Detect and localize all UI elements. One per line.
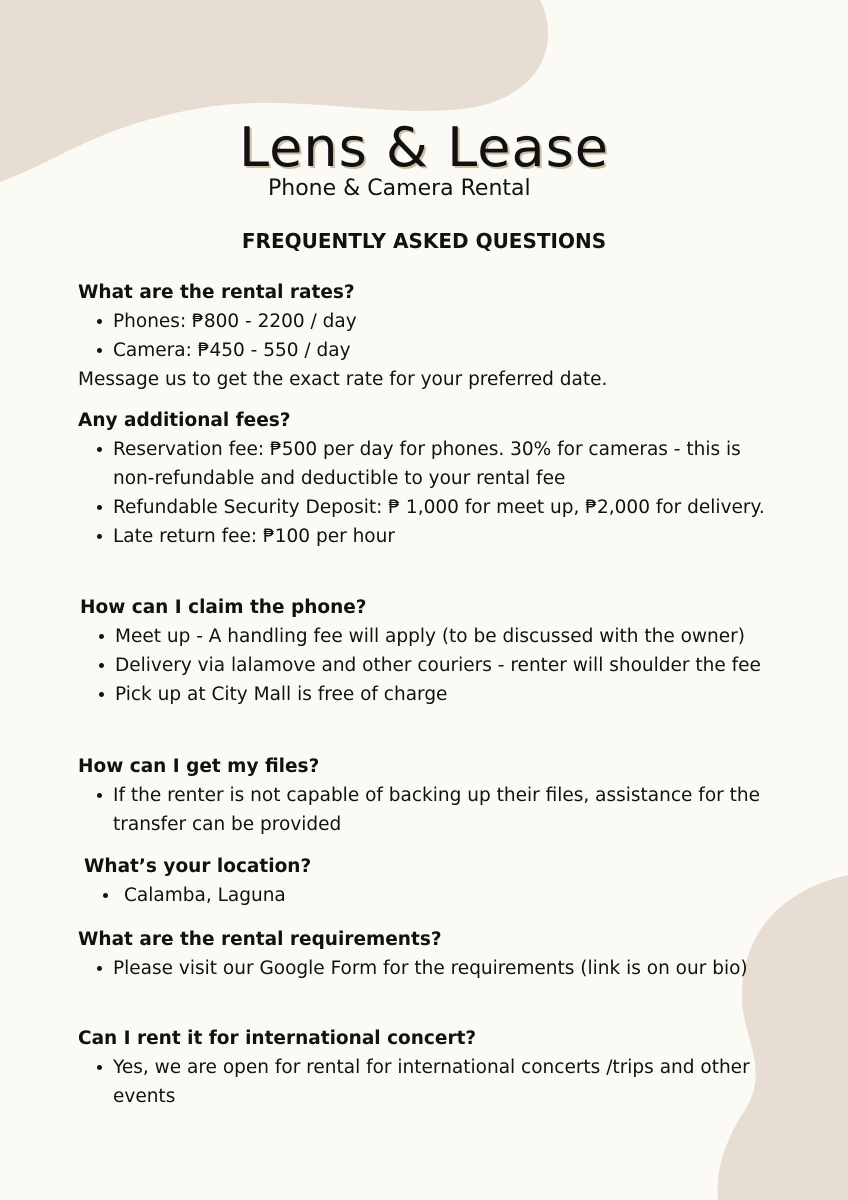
faq-answer-item: Refundable Security Deposit: ₱ 1,000 for meet up, ₱2,000 for delivery. <box>78 493 788 522</box>
faq-answer-list <box>78 1053 788 1111</box>
faq-question: What’s your location? <box>84 856 312 877</box>
faq-answer-item: Meet up - A handling fee will apply (to be discussed with the owner) <box>80 622 790 651</box>
faq-answer-item: Calamba, Laguna <box>84 881 794 910</box>
faq-answer-item: Yes, we are open for rental for international concerts /trips and other events <box>78 1053 788 1111</box>
brand-title: Lens & Lease <box>239 116 609 179</box>
faq-question: Can I rent it for international concert? <box>78 1028 477 1049</box>
faq-answer-item: If the renter is not capable of backing up their files, assistance for the transfer can be provided <box>78 781 788 839</box>
faq-answer-list <box>78 307 788 365</box>
faq-question: How can I get my files? <box>78 756 320 777</box>
faq-answer-item: Camera: ₱450 - 550 / day <box>78 336 788 365</box>
faq-answer-item: Delivery via lalamove and other couriers - renter will shoulder the fee <box>80 651 790 680</box>
faq-answer-item: Please visit our Google Form for the requirements (link is on our bio) <box>78 954 788 983</box>
faq-answer-item: Reservation fee: ₱500 per day for phones. 30% for cameras - this is non-refundable and deductible to your rental fee <box>78 435 788 493</box>
faq-question: What are the rental rates? <box>78 282 355 303</box>
faq-answer-item: Late return fee: ₱100 per hour <box>78 522 788 551</box>
faq-note: Message us to get the exact rate for your preferred date. <box>78 369 608 390</box>
faq-answer-item: Pick up at City Mall is free of charge <box>80 680 790 709</box>
faq-answer-list <box>78 435 788 551</box>
faq-question: What are the rental requirements? <box>78 929 442 950</box>
faq-answer-list <box>78 954 788 983</box>
faq-answer-list <box>84 881 794 910</box>
faq-question: Any additional fees? <box>78 410 291 431</box>
faq-answer-list <box>80 622 790 709</box>
faq-item-requirements <box>78 925 788 983</box>
faq-answer-list <box>78 781 788 839</box>
faq-answer-item: Phones: ₱800 - 2200 / day <box>78 307 788 336</box>
faq-item-rates <box>78 278 788 394</box>
brand-subtitle: Phone & Camera Rental <box>268 176 531 201</box>
faq-heading: FREQUENTLY ASKED QUESTIONS <box>241 229 607 253</box>
faq-item-location <box>84 852 794 910</box>
faq-item-claim <box>80 593 790 709</box>
faq-item-fees <box>78 406 788 551</box>
faq-item-international <box>78 1024 788 1111</box>
faq-question: How can I claim the phone? <box>80 597 367 618</box>
faq-item-files <box>78 752 788 839</box>
